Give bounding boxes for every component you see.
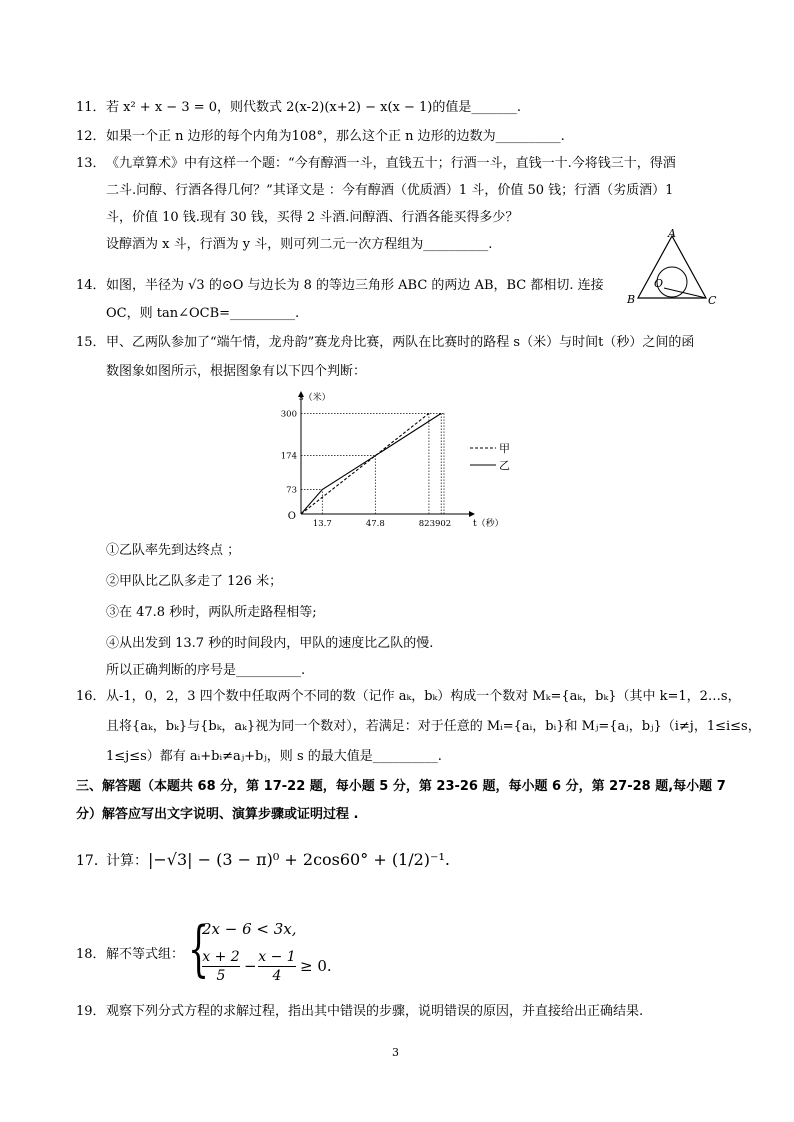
fraction-2-denominator: 4 <box>272 968 282 984</box>
question-14-line-2: OC，则 tan∠OCB=__________. <box>106 306 300 321</box>
question-number: 15． <box>76 335 106 350</box>
q14-figure <box>624 226 724 308</box>
label-o: O <box>654 277 664 290</box>
inequality-system <box>188 914 368 990</box>
question-number: 18． <box>76 947 106 962</box>
x-axis-arrow <box>469 511 475 517</box>
inequality-1: 2x − 6 < 3x, <box>202 920 297 938</box>
judgement-1: ①乙队率先到达终点 ； <box>106 543 241 558</box>
judgement-2: ②甲队比乙队多走了 126 米； <box>106 574 283 589</box>
math-expression: |−√3| − (3 − π)⁰ + 2cos60° + (1/2)⁻¹. <box>148 850 450 869</box>
question-number: 16． <box>76 689 106 704</box>
label-c: C <box>708 294 717 307</box>
question-number: 17． <box>76 853 108 869</box>
inequality-2 <box>202 948 372 988</box>
question-number: 12． <box>76 129 106 144</box>
legend-label-2: 乙 <box>499 459 510 472</box>
question-label: 计算： <box>106 853 148 869</box>
question-text: 《九章算术》中有这样一个题：“今有醇酒一斗，直钱五十；行酒一斗，直钱一十.今将钱三十，得酒 <box>106 156 676 171</box>
question-19 <box>76 1003 643 1021</box>
page-number: 3 <box>392 1046 399 1059</box>
x-axis-label: t（秒） <box>473 519 504 529</box>
x-tick-label: 13.7 <box>312 519 332 529</box>
question-12 <box>76 128 565 146</box>
question-13-line-1 <box>76 155 676 173</box>
question-11 <box>76 99 521 117</box>
fraction-2-numerator: x − 1 <box>258 949 296 965</box>
y-tick-label: 300 <box>280 409 297 420</box>
y-tick-label: 174 <box>280 451 297 462</box>
minus-sign: − <box>244 957 257 975</box>
label-b: B <box>627 293 636 306</box>
origin-label: O <box>287 511 296 522</box>
question-text: 观察下列分式方程的求解过程，指出其中错误的步骤，说明错误的原因，并直接给出正确结果. <box>106 1004 644 1019</box>
judgement-3: ③在 47.8 秒时，两队所走路程相等; <box>106 605 317 620</box>
question-text: 从-1，0，2，3 四个数中任取两个不同的数（记作 aₖ，bₖ）构成一个数对 Mₖ={aₖ，bₖ}（其中 k=1，2…s， <box>106 689 741 704</box>
question-label: 解不等式组： <box>106 947 185 962</box>
fraction-1-numerator: x + 2 <box>202 949 240 965</box>
left-brace: { <box>188 914 210 984</box>
fraction-2 <box>258 948 296 985</box>
question-number: 14． <box>76 278 106 293</box>
chart-marks <box>301 413 510 514</box>
chart-axes <box>281 391 504 529</box>
legend-label-1: 甲 <box>499 442 510 455</box>
section-3-heading-line-1: 三、解答题（本题共 68 分，第 17-22 题，每小题 5 分，第 23-26 题，每小题 6 分，第 27-28 题,每小题 7 <box>76 779 726 794</box>
fraction-1 <box>202 948 240 985</box>
question-15-line-2: 数图象如图所示，根据图象有以下四个判断： <box>106 364 367 379</box>
label-a: A <box>668 227 676 240</box>
question-number: 19． <box>76 1004 106 1019</box>
question-15-ask: 所以正确判断的序号是__________. <box>106 663 306 678</box>
question-15-line-1 <box>76 334 694 352</box>
distance-time-chart <box>270 388 530 536</box>
question-14-line-1 <box>76 277 604 295</box>
fraction-1-denominator: 5 <box>216 968 226 984</box>
question-13-line-3: 斗，价值 10 钱.现有 30 钱，买得 2 斗酒.问醇酒、行酒各能买得多少？ <box>106 210 519 225</box>
question-text: 如果一个正 n 边形的每个内角为108°，那么这个正 n 边形的边数为__________. <box>106 129 565 144</box>
question-text: 若 x² + x − 3 = 0，则代数式 2(x-2)(x+2) − x(x − 1)的值是_______. <box>106 100 521 115</box>
inequality-tail: ≥ 0. <box>300 957 332 975</box>
y-tick-label: 73 <box>286 485 297 496</box>
question-number: 13． <box>76 156 106 171</box>
section-3-heading-line-2: 分）解答应写出文字说明、演算步骤或证明过程 . <box>76 807 359 822</box>
question-16-line-3: 1≤j≤s）都有 aᵢ+bᵢ≠aⱼ+bⱼ，则 s 的最大值是__________. <box>106 749 442 764</box>
judgement-4: ④从出发到 13.7 秒的时间段内，甲队的速度比乙队的慢. <box>106 636 434 651</box>
question-13-line-4: 设醇酒为 x 斗，行酒为 y 斗，则可列二元一次方程组为__________. <box>106 237 493 252</box>
question-17 <box>76 851 450 870</box>
question-16-line-1 <box>76 688 741 706</box>
x-tick-label: 47.8 <box>365 519 385 529</box>
question-text: 如图，半径为 √3 的⊙O 与边长为 8 的等边三角形 ABC 的两边 AB，BC 都相切. 连接 <box>106 278 604 293</box>
x-tick-label: 823902 <box>418 519 452 529</box>
y-axis-label: s（米） <box>299 393 331 403</box>
question-16-line-2: 且将{aₖ，bₖ}与{bₖ，aₖ}视为同一个数对），若满足：对于任意的 Mᵢ={aᵢ，bᵢ}和 Mⱼ={aⱼ，bⱼ}（i≠j，1≤i≤s， <box>106 719 761 734</box>
question-number: 11． <box>76 100 106 115</box>
series-line-1 <box>301 413 429 514</box>
question-18 <box>76 946 184 964</box>
question-13-line-2: 二斗.问醇、行酒各得几何？”其译文是 ：今有醇酒（优质酒）1 斗，价值 50 钱；行酒（劣质酒）1 <box>106 183 674 198</box>
question-text: 甲、乙两队参加了“端午情，龙舟韵”赛龙舟比赛，两队在比赛时的路程 s（米）与时间t（秒）之间的函 <box>106 335 695 350</box>
